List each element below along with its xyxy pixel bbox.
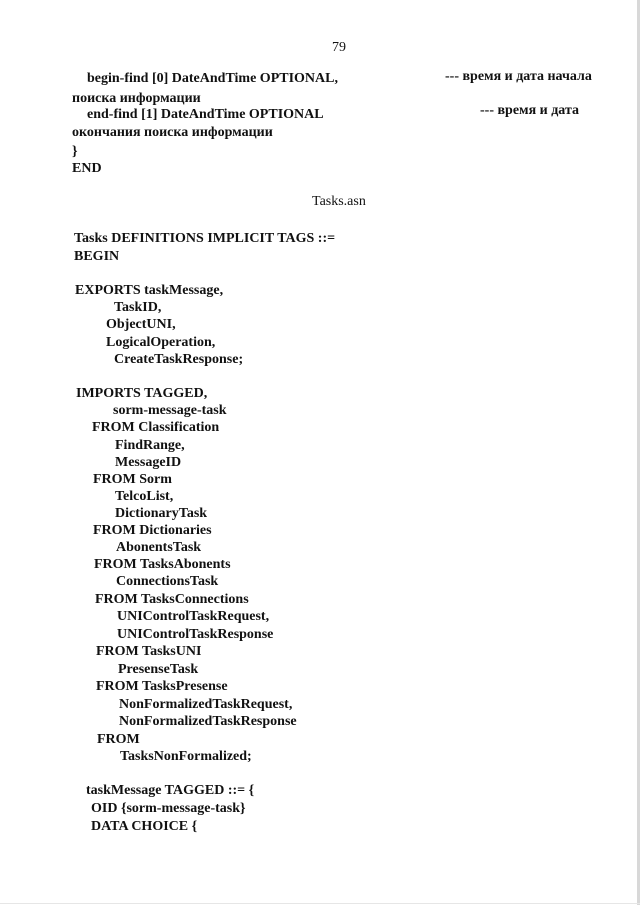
scan-bottom-edge xyxy=(0,903,640,904)
code-line: LogicalOperation, xyxy=(106,335,216,350)
code-line: FindRange, xyxy=(115,438,185,453)
code-line: UNIControlTaskRequest, xyxy=(117,609,270,624)
code-line: MessageID xyxy=(115,455,182,470)
code-line: NonFormalizedTaskRequest, xyxy=(119,697,293,712)
comment-begin: --- время и дата начала xyxy=(445,69,592,84)
file-name-heading: Tasks.asn xyxy=(312,194,366,209)
code-line: EXPORTS taskMessage, xyxy=(75,283,224,298)
code-line: FROM xyxy=(97,732,140,747)
code-line: TelcoList, xyxy=(115,489,174,504)
code-line: DATA CHOICE { xyxy=(91,819,198,834)
code-line: CreateTaskResponse; xyxy=(114,352,244,367)
comment-end: --- время и дата xyxy=(480,103,579,118)
code-line: begin-find [0] DateAndTime OPTIONAL, xyxy=(87,71,338,86)
code-line: taskMessage TAGGED ::= { xyxy=(86,783,255,798)
code-line: ConnectionsTask xyxy=(116,574,219,589)
code-line: FROM TasksPresense xyxy=(96,679,228,694)
code-line: NonFormalizedTaskResponse xyxy=(119,714,297,729)
code-line: OID {sorm-message-task} xyxy=(91,801,246,816)
code-line: FROM TasksAbonents xyxy=(94,557,231,572)
code-line: FROM TasksConnections xyxy=(95,592,249,607)
code-line: FROM TasksUNI xyxy=(96,644,202,659)
code-line: PresenseTask xyxy=(118,662,199,677)
code-line: end-find [1] DateAndTime OPTIONAL xyxy=(87,107,324,122)
code-line: FROM Dictionaries xyxy=(93,523,212,538)
code-line: Tasks DEFINITIONS IMPLICIT TAGS ::= xyxy=(74,231,336,246)
code-line: TasksNonFormalized; xyxy=(120,749,252,764)
code-line: IMPORTS TAGGED, xyxy=(76,386,208,401)
code-line: TaskID, xyxy=(114,300,162,315)
code-line: окончания поиска информации xyxy=(72,125,273,140)
code-line: sorm-message-task xyxy=(113,403,227,418)
page-number: 79 xyxy=(332,40,346,55)
code-line: FROM Classification xyxy=(92,420,220,435)
code-line: END xyxy=(72,161,102,176)
code-line: ObjectUNI, xyxy=(106,317,176,332)
code-line: } xyxy=(72,144,78,159)
code-line: AbonentsTask xyxy=(116,540,202,555)
code-line: DictionaryTask xyxy=(115,506,208,521)
code-line: BEGIN xyxy=(74,249,120,264)
code-line: UNIControlTaskResponse xyxy=(117,627,274,642)
code-line: FROM Sorm xyxy=(93,472,172,487)
code-line: поиска информации xyxy=(72,91,201,106)
